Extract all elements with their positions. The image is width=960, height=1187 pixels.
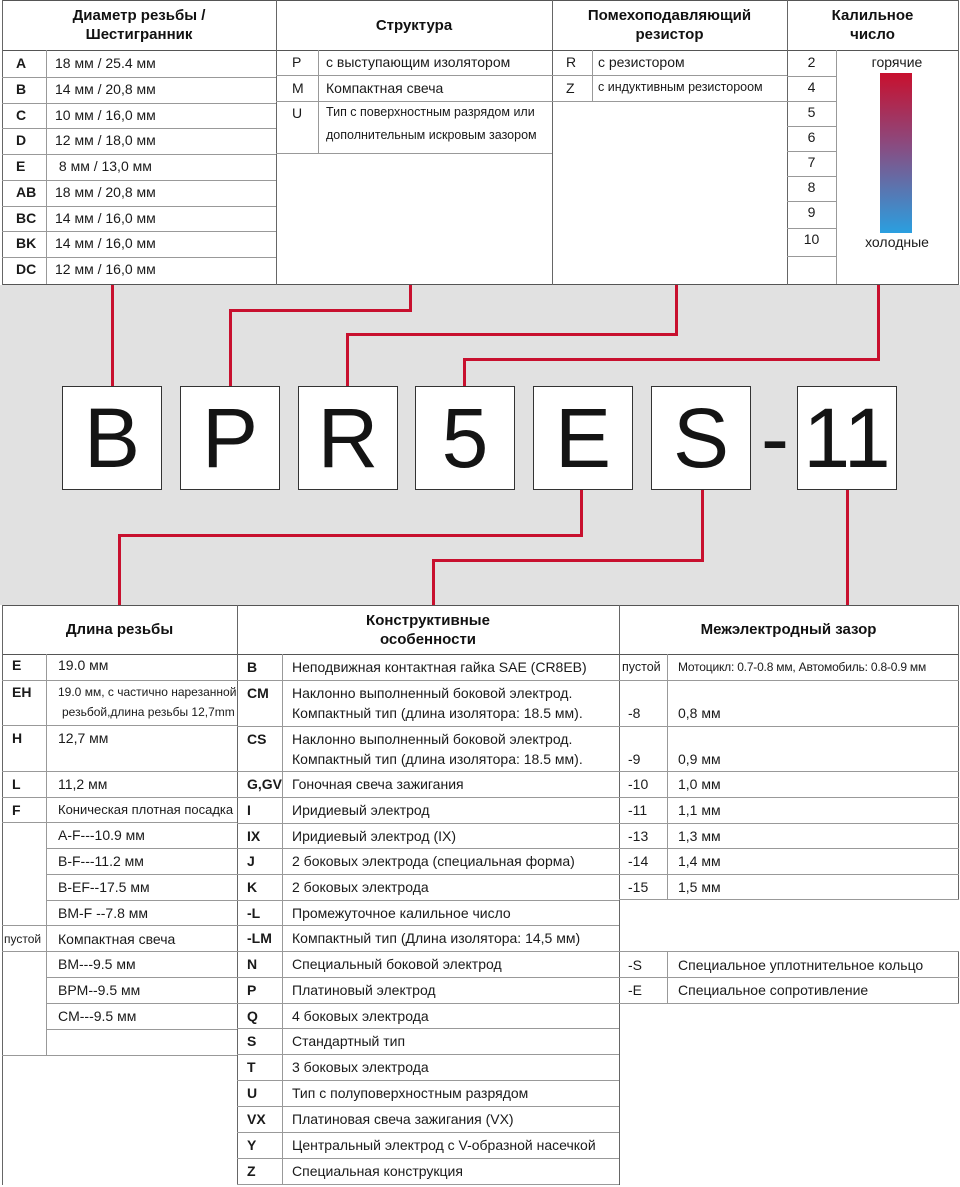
feature-code: B — [247, 659, 258, 675]
length-value-eh-line2: резьбой,длина резьбы 12,7mm — [62, 705, 235, 719]
diameter-value: 12 мм / 16,0 мм — [55, 261, 156, 277]
length-code-empty: пустой — [4, 932, 42, 946]
extra-value-e: Специальное сопротивление — [678, 982, 869, 998]
feature-value: Неподвижная контактная гайка SAE (CR8EB) — [292, 659, 587, 675]
feature-value: Гоночная свеча зажигания — [292, 776, 464, 792]
code-letter-feature: S — [651, 386, 751, 490]
diameter-value: 14 мм / 20,8 мм — [55, 81, 156, 97]
length-value-h: 12,7 мм — [58, 730, 109, 746]
length-compact-sub-3: CM---9.5 мм — [58, 1008, 137, 1024]
diameter-code: AB — [16, 184, 37, 200]
diameter-code: B — [16, 81, 27, 97]
diameter-code: DC — [16, 261, 37, 277]
extra-value-s: Специальное уплотнительное кольцо — [678, 957, 924, 973]
feature-code: J — [247, 853, 255, 869]
feature-code: IX — [247, 828, 261, 844]
resistor-value-z: с индуктивным резистороом — [598, 80, 763, 94]
structure-value-u-line2: дополнительным искровым зазором — [326, 128, 537, 142]
feature-code: VX — [247, 1111, 266, 1127]
gap-value: Мотоцикл: 0.7-0.8 мм, Автомобиль: 0.8-0.9 мм — [678, 660, 927, 674]
diameter-code: E — [16, 158, 26, 174]
diameter-value: 10 мм / 16,0 мм — [55, 107, 156, 123]
heat-number: 8 — [807, 179, 816, 195]
feature-value-line1: Наклонно выполненный боковой электрод. — [292, 685, 573, 701]
structure-code-u: U — [292, 105, 303, 121]
feature-value: Иридиевый электрод — [292, 802, 430, 818]
feature-value: 2 боковых электрода (специальная форма) — [292, 853, 575, 869]
length-code-eh: EH — [12, 684, 32, 700]
code-letter-length: E — [533, 386, 633, 490]
diameter-code: BC — [16, 210, 37, 226]
feature-value: Иридиевый электрод (IX) — [292, 828, 457, 844]
length-code-f: F — [12, 802, 21, 818]
diameter-value: 18 мм / 20,8 мм — [55, 184, 156, 200]
code-letter-diameter: B — [62, 386, 162, 490]
structure-value-m: Компактная свеча — [326, 80, 444, 96]
extra-code-s: -S — [628, 957, 642, 973]
structure-code-m: M — [292, 80, 304, 96]
structure-value-u-line1: Тип с поверхностным разрядом или — [326, 105, 535, 119]
heat-number: 7 — [807, 154, 816, 170]
gap-value: 1,0 мм — [678, 776, 721, 792]
gap-value: 1,5 мм — [678, 879, 721, 895]
diameter-code: A — [16, 55, 27, 71]
structure-code-p: P — [292, 54, 302, 70]
code-letter-structure: P — [180, 386, 280, 490]
diameter-value: 12 мм / 18,0 мм — [55, 132, 156, 148]
feature-code: N — [247, 956, 258, 972]
heat-range-gradient-bar — [880, 73, 912, 233]
code-dash: - — [761, 390, 789, 485]
length-f-sub-2: B-F---11.2 мм — [58, 853, 144, 869]
feature-code: K — [247, 879, 258, 895]
feature-code: CM — [247, 685, 269, 701]
heat-number: 4 — [807, 79, 816, 95]
length-compact-sub-1: BM---9.5 мм — [58, 956, 136, 972]
feature-code: T — [247, 1059, 256, 1075]
diameter-code: D — [16, 132, 27, 148]
gap-value: 1,4 мм — [678, 853, 721, 869]
feature-code: -L — [247, 905, 261, 921]
heat-cold-label: холодные — [865, 234, 929, 250]
gap-value: 1,3 мм — [678, 828, 721, 844]
feature-value: Промежуточное калильное число — [292, 905, 511, 921]
diameter-value: 14 мм / 16,0 мм — [55, 210, 156, 226]
code-heat-number: 5 — [415, 386, 515, 490]
resistor-code-r: R — [566, 54, 577, 70]
length-value-l: 11,2 мм — [58, 776, 108, 792]
gap-code: -15 — [628, 879, 649, 895]
feature-value: Тип с полуповерхностным разрядом — [292, 1085, 529, 1101]
feature-value: Центральный электрод с V-образной насечкой — [292, 1137, 596, 1153]
code-gap-number: 11 — [797, 386, 897, 490]
feature-value-line2: Компактный тип (длина изолятора: 18.5 мм). — [292, 705, 583, 721]
feature-value: Платиновая свеча зажигания (VX) — [292, 1111, 514, 1127]
feature-code: P — [247, 982, 257, 998]
feature-value: Платиновый электрод — [292, 982, 436, 998]
diameter-code: C — [16, 107, 27, 123]
feature-code: CS — [247, 731, 267, 747]
feature-code: U — [247, 1085, 258, 1101]
length-value-compact: Компактная свеча — [58, 931, 176, 947]
length-code-l: L — [12, 776, 21, 792]
heat-number: 6 — [807, 129, 816, 145]
length-f-sub-4: BM-F --7.8 мм — [58, 905, 149, 921]
structure-value-p: с выступающим изолятором — [326, 54, 511, 70]
length-f-sub-1: A-F---10.9 мм — [58, 827, 145, 843]
feature-value: Компактный тип (Длина изолятора: 14,5 мм) — [292, 930, 581, 946]
diameter-value: 18 мм / 25.4 мм — [55, 55, 156, 71]
feature-value: 2 боковых электрода — [292, 879, 429, 895]
gap-value: 1,1 мм — [678, 802, 721, 818]
gap-code: -11 — [628, 802, 648, 818]
gap-code: -13 — [628, 828, 649, 844]
feature-code: Y — [247, 1137, 257, 1153]
length-value-e: 19.0 мм — [58, 657, 109, 673]
gap-code: -10 — [628, 776, 649, 792]
header-thread-length: Длина резьбы — [65, 621, 174, 638]
header-structure: Структура — [375, 16, 453, 34]
diameter-value: 8 мм / 13,0 мм — [55, 158, 152, 174]
header-diameter: Диаметр резьбы / Шестигранник — [72, 7, 206, 43]
feature-value-line1: Наклонно выполненный боковой электрод. — [292, 731, 573, 747]
feature-value: Стандартный тип — [292, 1033, 406, 1049]
resistor-code-z: Z — [566, 80, 575, 96]
diameter-value: 14 мм / 16,0 мм — [55, 235, 156, 251]
diameter-code: BK — [16, 235, 37, 251]
length-code-e: E — [12, 657, 22, 673]
gap-code: -8 — [628, 705, 641, 721]
gap-value: 0,8 мм — [678, 705, 721, 721]
length-code-h: H — [12, 730, 23, 746]
heat-hot-label: горячие — [871, 54, 923, 70]
length-value-eh-line1: 19.0 мм, с частично нарезанной — [58, 685, 237, 699]
feature-value: 3 боковых электрода — [292, 1059, 429, 1075]
feature-value: Специальная конструкция — [292, 1163, 463, 1179]
extra-code-e: -E — [628, 982, 642, 998]
header-features-line2: особенности — [379, 630, 477, 648]
heat-number: 2 — [807, 54, 816, 70]
feature-code: S — [247, 1033, 257, 1049]
header-electrode-gap: Межэлектродный зазор — [700, 621, 877, 638]
gap-value: 0,9 мм — [678, 751, 721, 767]
length-value-f: Коническая плотная посадка — [58, 802, 234, 817]
length-f-sub-3: B-EF--17.5 мм — [58, 879, 150, 895]
gap-code: пустой — [622, 660, 661, 674]
resistor-value-r: с резистором — [598, 54, 685, 70]
heat-number: 10 — [803, 231, 820, 247]
feature-code: Q — [247, 1008, 258, 1024]
feature-value: Специальный боковой электрод — [292, 956, 502, 972]
header-heat-range: Калильное число — [831, 7, 914, 43]
feature-value-line2: Компактный тип (длина изолятора: 18.5 мм). — [292, 751, 583, 767]
feature-value: 4 боковых электрода — [292, 1008, 429, 1024]
length-compact-sub-2: BPM--9.5 мм — [58, 982, 141, 998]
header-resistor: Помехоподавляющий резистор — [587, 7, 752, 43]
heat-number: 9 — [807, 204, 816, 220]
feature-code: Z — [247, 1163, 256, 1179]
gap-code: -14 — [628, 853, 649, 869]
feature-code: G,GV — [247, 776, 283, 792]
feature-code: I — [247, 802, 251, 818]
header-features-line1: Конструктивные — [366, 611, 490, 629]
heat-number: 5 — [807, 104, 816, 120]
gap-code: -9 — [628, 751, 641, 767]
header-features — [237, 605, 619, 654]
code-letter-resistor: R — [298, 386, 398, 490]
feature-code: -LM — [247, 930, 272, 946]
